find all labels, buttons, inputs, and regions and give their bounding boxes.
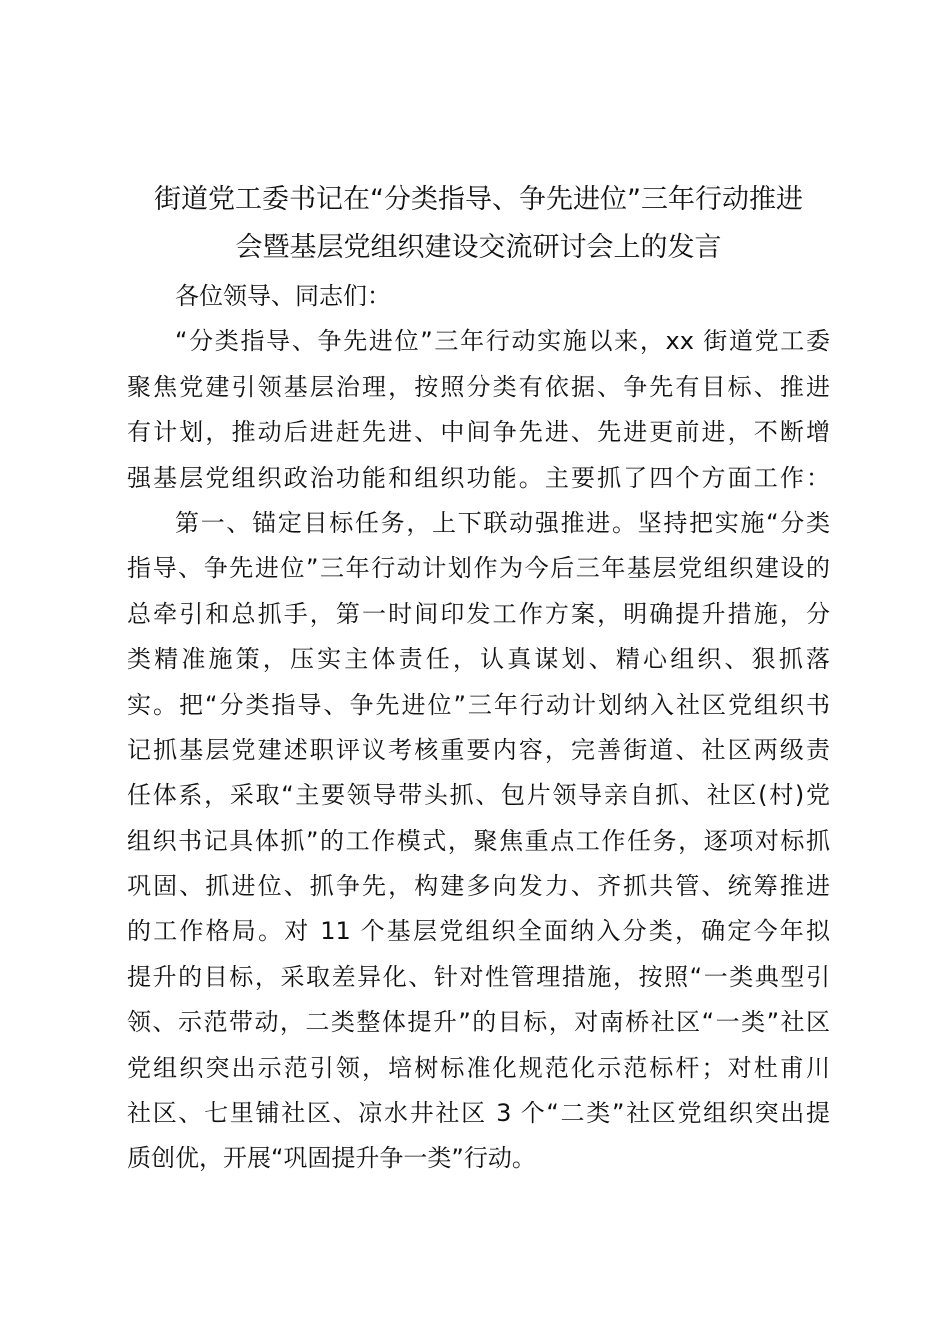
- paragraph-2: [127, 501, 830, 1182]
- paragraph-line: 类精准施策，压实主体责任，认真谋划、精心组织、狠抓落: [127, 645, 830, 674]
- paragraph-line: 质创优，开展“巩固提升争一类”行动。: [127, 1144, 536, 1173]
- paragraph-line: 组织书记具体抓”的工作模式，聚焦重点工作任务，逐项对标抓: [127, 826, 830, 855]
- paragraph-line: 第一、锚定目标任务，上下联动强推进。坚持把实施“分类: [175, 508, 830, 537]
- paragraph-line: 党组织突出示范引领，培树标准化规范化示范标杆；对杜甫川: [127, 1053, 830, 1082]
- paragraph-line: 总牵引和总抓手，第一时间印发工作方案，明确提升措施，分: [127, 599, 830, 628]
- paragraph-line: 聚焦党建引领基层治理，按照分类有依据、争先有目标、推进: [127, 372, 830, 401]
- paragraph-line: 的工作格局。对 11 个基层党组织全面纳入分类，确定今年拟: [127, 917, 830, 946]
- paragraph-line: 社区、七里铺社区、凉水井社区 3 个“二类”社区党组织突出提: [127, 1099, 830, 1128]
- paragraph-line: 提升的目标，采取差异化、针对性管理措施，按照“一类典型引: [127, 962, 830, 991]
- title-line-1: 街道党工委书记在“分类指导、争先进位”三年行动推进: [154, 184, 803, 215]
- paragraph-line: 巩固、抓进位、抓争先，构建多向发力、齐抓共管、统筹推进: [127, 872, 830, 901]
- document-body: [127, 274, 830, 1182]
- paragraph-line: “分类指导、争先进位”三年行动实施以来，xx 街道党工委: [175, 327, 830, 356]
- paragraph-line: 有计划，推动后进赶先进、中间争先进、先进更前进，不断增: [127, 418, 830, 447]
- paragraph-line: 领、示范带动，二类整体提升”的目标，对南桥社区“一类”社区: [127, 1008, 830, 1037]
- paragraph-1: [127, 319, 830, 501]
- paragraph-line: 强基层党组织政治功能和组织功能。主要抓了四个方面工作：: [127, 463, 830, 492]
- salutation: 各位领导、同志们：: [175, 282, 391, 310]
- title-line-2: 会暨基层党组织建设交流研讨会上的发言: [235, 232, 722, 263]
- paragraph-line: 实。把“分类指导、争先进位”三年行动计划纳入社区党组织书: [127, 690, 830, 719]
- paragraph-line: 指导、争先进位”三年行动计划作为今后三年基层党组织建设的: [127, 554, 830, 583]
- paragraph-line: 任体系，采取“主要领导带头抓、包片领导亲自抓、社区(村)党: [127, 781, 830, 810]
- paragraph-line: 记抓基层党建述职评议考核重要内容，完善街道、社区两级责: [127, 735, 830, 764]
- document-title: [127, 176, 830, 272]
